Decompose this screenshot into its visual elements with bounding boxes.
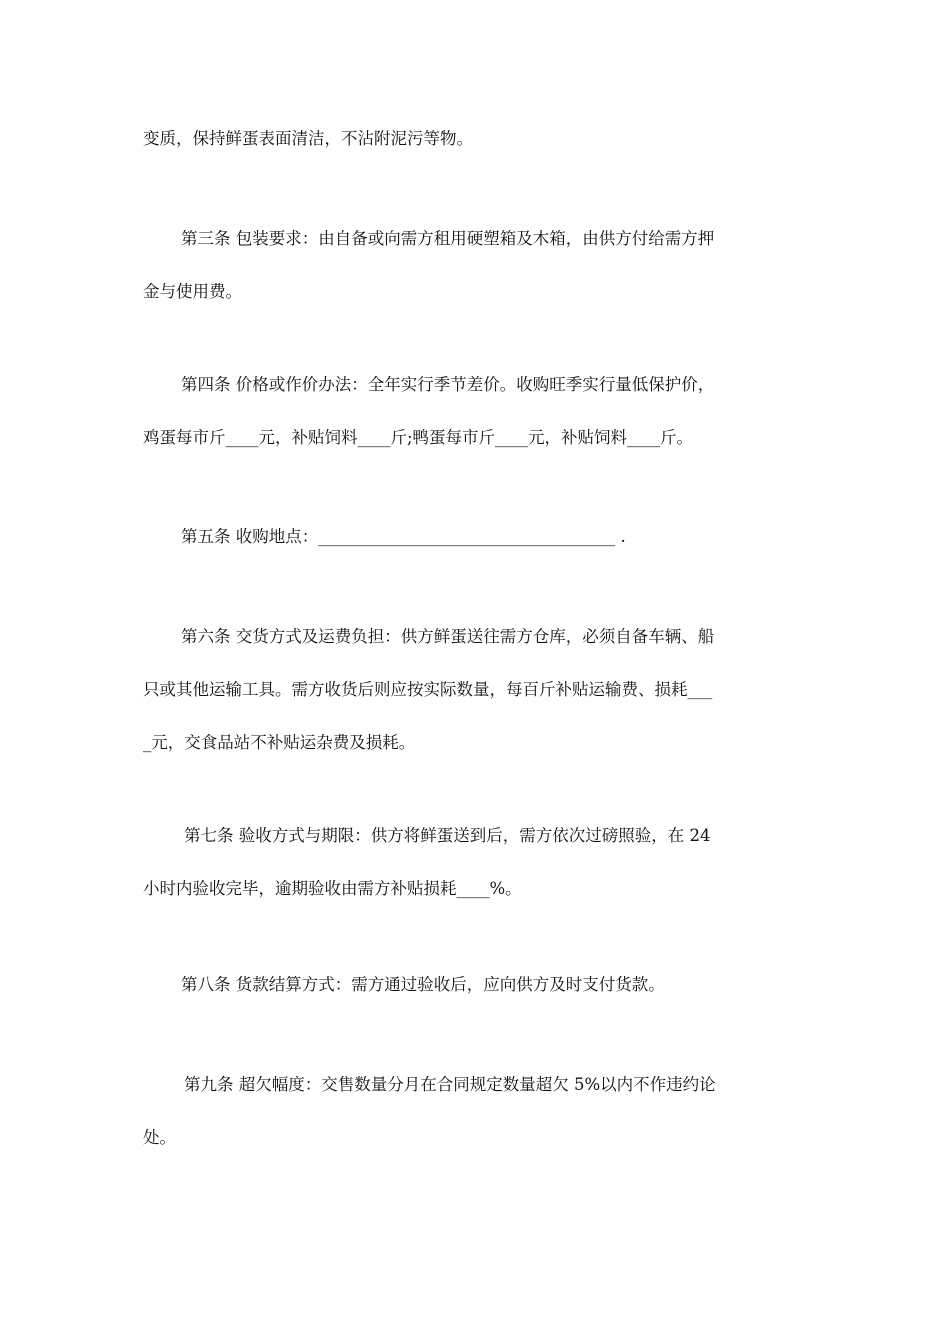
text-line: 处。 (143, 1128, 176, 1147)
text-line: 第三条 包装要求：由自备或向需方租用硬塑箱及木箱，由供方付给需方押 (181, 229, 715, 248)
clause-5-location (143, 510, 809, 563)
text-line: 第九条 超欠幅度：交售数量分月在合同规定数量超欠 5%以内不作违约论 (184, 1075, 716, 1094)
clause-8-payment (143, 958, 809, 1011)
text-line: _元，交食品站不补贴运杂费及损耗。 (143, 733, 416, 752)
text-line: 第六条 交货方式及运费负担：供方鲜蛋送往需方仓库，必须自备车辆、船 (181, 627, 715, 646)
text-line: 鸡蛋每市斤____元，补贴饲料____斤;鸭蛋每市斤____元，补贴饲料____斤。 (143, 428, 694, 447)
text-line: 金与使用费。 (143, 282, 242, 301)
clause-6-delivery (143, 610, 809, 769)
text-line: 第五条 收购地点：____________________________________ . (181, 527, 626, 546)
text-line: 小时内验收完毕，逾期验收由需方补贴损耗____%。 (143, 879, 522, 898)
clause-3-packaging (143, 212, 809, 318)
paragraph-continuation (143, 112, 809, 165)
clause-9-tolerance (143, 1058, 809, 1164)
clause-7-inspection (143, 809, 809, 915)
text-line: 第七条 验收方式与期限：供方将鲜蛋送到后，需方依次过磅照验，在 24 (184, 826, 711, 845)
clause-4-pricing (143, 358, 809, 464)
text-line: 第四条 价格或作价办法：全年实行季节差价。收购旺季实行量低保护价， (181, 375, 715, 394)
text-line: 只或其他运输工具。需方收货后则应按实际数量，每百斤补贴运输费、损耗___ (143, 680, 713, 699)
text-line: 变质，保持鲜蛋表面清洁，不沾附泥污等物。 (143, 129, 473, 148)
text-line: 第八条 货款结算方式：需方通过验收后，应向供方及时支付货款。 (181, 975, 665, 994)
